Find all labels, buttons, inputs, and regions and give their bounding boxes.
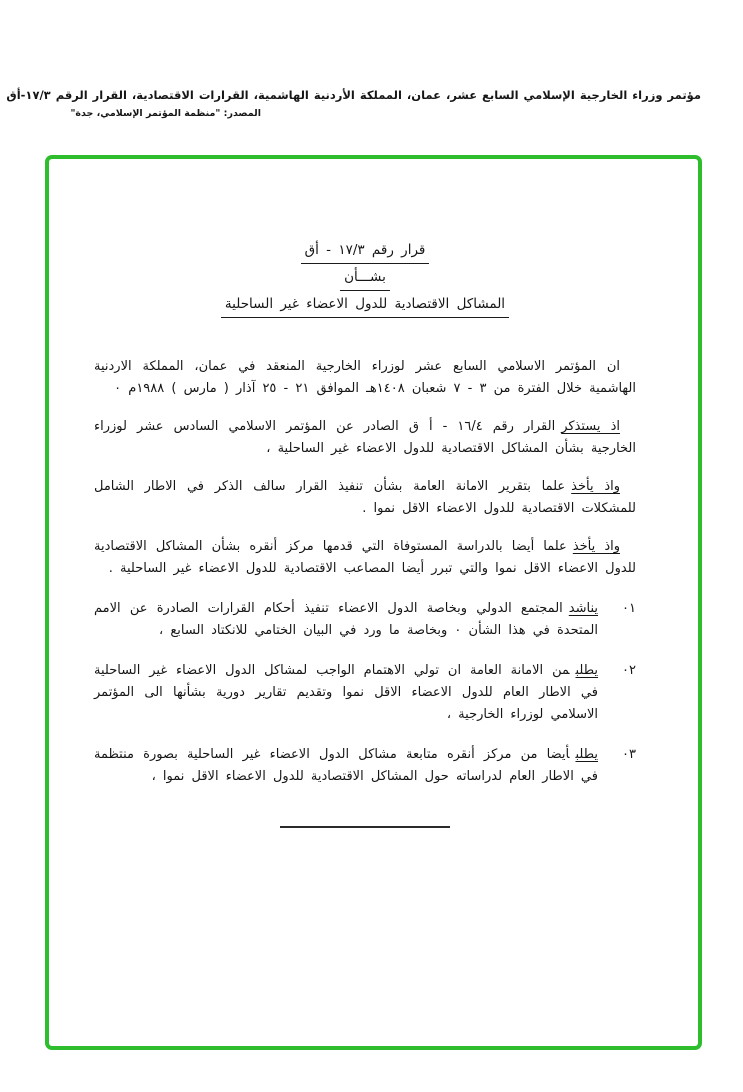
preamble-paragraph xyxy=(94,416,636,460)
regarding-label-text: بشـــأن xyxy=(340,266,390,291)
paragraph-lead: واذ يأخذ xyxy=(572,539,620,554)
document-frame xyxy=(45,155,702,1050)
closing-rule xyxy=(280,826,450,828)
citation-line: مؤتمر وزراء الخارجية الإسلامي السابع عشر، عمان، المملكة الأردنية الهاشمية، القرارات الاقتصادية، القرار الرقم ١٧/٣-أق xyxy=(6,88,701,102)
item-body xyxy=(94,598,598,642)
operative-item xyxy=(94,598,636,642)
item-text: أيضا من مركز أنقره متابعة مشاكل الدول الاعضاء غير الساحلية بصورة منتظمة في الاطار العام لدراساته حول المشاكل الاقتصادية للدول الاعضاء الاقل نموا ، xyxy=(94,747,598,784)
item-body xyxy=(94,660,598,726)
preamble-paragraph xyxy=(94,476,636,520)
operative-item xyxy=(94,744,636,788)
paragraph-lead: واذ يأخذ xyxy=(571,479,621,494)
item-text: المجتمع الدولي وبخاصة الدول الاعضاء تنفيذ أحكام القرارات الصادرة عن الامم المتحدة في هذا الشأن ٠ وبخاصة ما ورد في البيان الختامي للانكتاد السابع ، xyxy=(94,601,598,638)
resolution-subject xyxy=(94,293,636,318)
item-lead: يطلب xyxy=(575,747,598,762)
document-content xyxy=(49,159,698,828)
paragraph-text: ان المؤتمر الاسلامي السابع عشر لوزراء الخارجية المنعقد في عمان، المملكة الاردنية الهاشمية خلال الفترة من ٣ - ٧ شعبان ١٤٠٨هـ الموافق ٢١ - ٢٥ آذار ( مارس ) ١٩٨٨م ٠ xyxy=(94,359,636,396)
paragraph-text: علما بتقرير الامانة العامة بشأن تنفيذ القرار سالف الذكر في الاطار الشامل للمشكلات الاقتصادية للدول الاعضاء الاقل نموا . xyxy=(94,479,636,516)
preamble-paragraph xyxy=(94,536,636,580)
source-line: المصدر: "منظمة المؤتمر الإسلامي، جدة" xyxy=(70,108,261,119)
item-number: ٠١ xyxy=(622,601,636,616)
item-text: من الامانة العامة ان تولي الاهتمام الواجب لمشاكل الدول الاعضاء غير الساحلية في الاطار العام للدول الاعضاء الاقل نموا وتقديم تقارير دورية بشأنها الى المؤتمر الاسلامي لوزراء الخارجية ، xyxy=(94,663,598,722)
page-header xyxy=(6,88,701,119)
resolution-title xyxy=(94,239,636,318)
operative-item xyxy=(94,660,636,726)
resolution-subject-text: المشاكل الاقتصادية للدول الاعضاء غير الساحلية xyxy=(221,293,509,318)
regarding-label xyxy=(94,266,636,291)
paragraph-text: علما أيضا بالدراسة المستوفاة التي قدمها مركز أنقره بشأن المشاكل الاقتصادية للدول الاعضاء الاقل نموا والتي تبرر أيضا المصاعب الاقتصادية للدول الاعضاء غير الساحلية . xyxy=(94,539,636,576)
item-number: ٠٢ xyxy=(622,663,636,678)
resolution-number-text: قرار رقم ١٧/٣ - أق xyxy=(301,239,430,264)
item-lead: يناشد xyxy=(568,601,598,616)
item-number: ٠٣ xyxy=(622,747,636,762)
paragraph-text: القرار رقم ١٦/٤ - أ ق الصادر عن المؤتمر الاسلامي السادس عشر لوزراء الخارجية بشأن المشاكل الاقتصادية للدول الاعضاء غير الساحلية ، xyxy=(94,419,636,456)
preamble-paragraph xyxy=(94,356,636,400)
item-lead: يطلب xyxy=(575,663,598,678)
paragraph-lead: اذ يستذكر xyxy=(561,419,620,434)
item-body xyxy=(94,744,598,788)
resolution-number xyxy=(94,239,636,264)
